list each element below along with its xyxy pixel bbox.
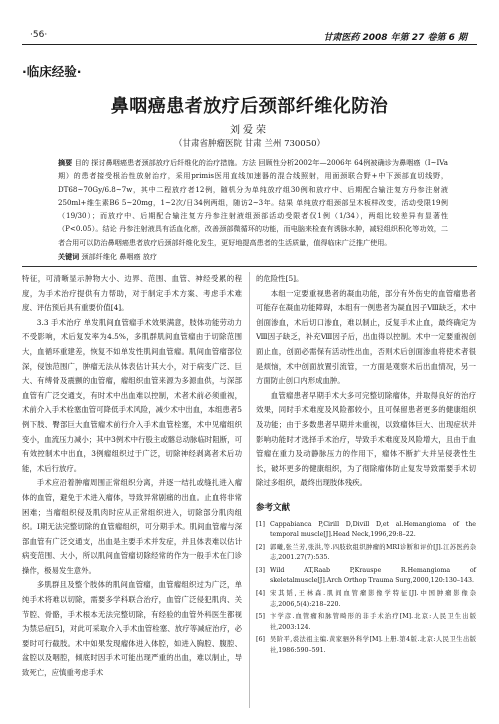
keywords-line — [58, 250, 448, 263]
reference-number: [1] — [256, 520, 265, 528]
keywords-text: 颈部纤维化 鼻咽癌 放疗 — [81, 252, 157, 262]
paragraph: 本组一定要重视患者的凝血功能，部分有外伤史的血管瘤患者可能存在凝血功能障碍，本组有一例患者为凝血因子Ⅷ缺乏，术中创面渗血，术后切口渗血，难以制止，反复手术止血，最终确定为Ⅷ因子缺乏，补充Ⅷ因子后，出血得以控制。术中一定要重视创面止血，创面必需保有活动性出血，否则术后创面渗血将使术者很是烦恼，术中创面放置引流管，一方面是观察术后出血情况，另一方面防止创口内形成血肿。 — [256, 288, 476, 386]
reference-item — [256, 520, 476, 541]
journal-name: 甘肃医药 2008 年第 27 卷第 6 期 — [323, 33, 467, 43]
right-column — [256, 272, 476, 659]
reference-number: [2] — [256, 543, 265, 551]
running-header — [22, 30, 477, 45]
reference-item — [256, 543, 476, 564]
references-heading: 参考文献 — [256, 502, 291, 513]
reference-text: 宋其韬,王林森.肌间血管瘤影像学特征[J].中国肿瘤影像杂志,2006,5(4):218–220. — [270, 590, 476, 608]
reference-item — [256, 589, 476, 610]
reference-item — [256, 612, 476, 633]
article-author: 刘爱荣 — [230, 125, 269, 136]
section-divider — [22, 266, 477, 267]
reference-number: [5] — [256, 613, 265, 621]
author-affiliation: （甘肃省肿瘤医院 甘肃 兰州 730050） — [173, 139, 326, 149]
paragraph: 血管瘤患者早期手术大多可完整切除瘤体，并取得良好的治疗效果，同时手术难度及风险都较小，且可保留患者更多的健康组织及功能；由于多数患者早期并未重视，以致瘤体巨大、出现症状并影响功能时才选择手术治疗，导致手术难度及风险增大，且由于血管瘤在重力及动静脉压力的作用下，瘤体不断扩大并呈侵袭性生长，破坏更多的健康组织，为了彻除瘤体防止复发导致需要手术切除过多组织，最终出现肢体残疾。 — [256, 390, 476, 488]
abstract — [58, 156, 448, 263]
column-tag: ·临床经验· — [22, 64, 82, 79]
page-number: ·56· — [30, 30, 48, 40]
reference-number: [6] — [256, 636, 265, 644]
article-title: 鼻咽癌患者放疗后颈部纤维化防治 — [110, 96, 389, 117]
reference-text: 郭曦,张兰芳,张洪,等.四肢软组织肿瘤的MRI诊断和评价[J].江苏医药杂志,2001.27(7):535. — [270, 543, 476, 562]
reference-number: [4] — [256, 590, 265, 598]
reference-item — [256, 635, 476, 656]
paragraph: 特征，可清晰显示肿物大小、边界、范围、血管、神经受累的程度，为手术治疗提供有力帮助，对于制定手术方案、考虑手术难度、评估预后具有重要价值[4]。 — [22, 274, 242, 313]
paragraph: 3.3 手术治疗 单发肌间血管瘤手术效果满意，肢体功能劳动力不受影响，术后复发率为4.5%，多肌群肌间血管瘤由于切除范围大，血循环重建差，恢复不如单发性肌间血管瘤。肌间血管瘤部位深，侵蚀范围广，肿瘤无法从体表估计其大小，对于病变广泛、巨大、有缚骨及震颤的血管瘤，瘤组织血管来源为多源血供，与深部血管有广泛交通支，有时术中出血难以控制，术者术前必须重视，术前介入手术栓塞血管可降低手术风险，减少术中出血，本组患者5例下肢、臀部巨大血管瘤术前行介入手术血管栓塞，术中见瘤组织变小，血流压力减小；其中3例术中行股主或髂总动脉临时阻断，可有效控制术中出血，3例瘤组织过于广泛，切除神经剥离者术后功能，术后行放疗。 — [22, 317, 242, 473]
paragraph: 的危险性[5]。 — [256, 274, 304, 283]
left-column — [22, 272, 242, 681]
abstract-text: 目的 探讨鼻咽癌患者颈部放疗后纤维化的治疗措施。方法 回顾性分析2002年—2006年 64例被确诊为鼻咽癌（I~IVa期）的患者接受根治性放射治疗，采用primis医用直线加速器的混合线照射，用面颈联合野+中下颈部直切线野，DT68~70Gy/6.8~7w，其中二程放疗者12例，随机分为单纯放疗组30例和放疗中、后期配合输注复方丹参注射液250ml+维生素B6 5~20mg，1~2次/日34例两组，随访2~3年。结果 单纯放疗组颈部呈木板样改变，活动受限19例（19/30）；而放疗中、后期配合输注复方丹参注射液组颈部活动受限者仅1例（1/34），两组比较差异有显著性（P<0.05）。结论 丹参注射液具有活血化瘀，改善颈部微循环的功能，而电脑来检查有诱脉水肿，减轻组织积化等功效，二者合用可以防治鼻咽癌患者放疗后颈部纤维化发生，更好地提高患者的生活质量，值得临床广泛推广使用。 — [58, 158, 448, 247]
paragraph: 多肌群且及整个肢体的肌间血管瘤，血管瘤组织过为广泛，单纯手术将难以切除，需要多学科联合治疗，血管广泛侵犯肌肉、关节腔、骨骼，手术根本无法完整切除，有经验的血管外科医生都视为禁忌症[5]，对此可采取介入手术血管栓塞、放疗等减症治疗，必要时可行截肢。术中如果发现瘤体进入体腔，如进入胸腔、腹腔、盆腔以及咽腔，倾底时因手术可能出现严重的出血，难以制止，导致死亡，应慎重考虑手术 — [22, 580, 242, 678]
paragraph: 手术应沿着肿瘤周围正常组织分离，并逐一结扎或缝扎进入瘤体的血管，避免于术进入瘤体，导致异常剧痛的出血。止血将非常困难；当瘤组织侵及肌肉时应从正常组织进入，切除部分肌肉组织。I期无法完整切除的血管瘤组织，可分期手术。肌间血管瘤与深部血管有广泛交通支，出血是主要手术并发症，并且体表难以估计病变范围、大小，所以肌间血管瘤切除经常的作为一般手术在门诊操作，极易发生意外。 — [22, 478, 242, 575]
reference-text: Cappabianca P,Cirill D,Divill D,et al.Hemangioma of the temporal muscle[J].Head Neck,1996,29:8–22. — [270, 520, 476, 539]
column-divider — [249, 272, 250, 708]
keywords-label: 关键词 — [58, 252, 80, 262]
reference-number: [3] — [256, 566, 265, 574]
abstract-label: 摘要 — [58, 158, 73, 167]
reference-text: 卞学彦.血管瘤和脉管畸形的非手术治疗[M].北京:人民卫生出版社,2003:124. — [270, 613, 476, 631]
reference-text: 吴阶平,裘法祖主编.黄家驷外科学[M].上册.第4版.北京:人民卫生出版社,1986:590–591. — [270, 636, 476, 655]
reference-item — [256, 566, 476, 587]
reference-text: Wild AT,Raab P,Krauspe R.Hemangioma of skeletalmuscle[J].Arch Orthop Trauma Surg,2000,120:130–143. — [270, 566, 476, 585]
